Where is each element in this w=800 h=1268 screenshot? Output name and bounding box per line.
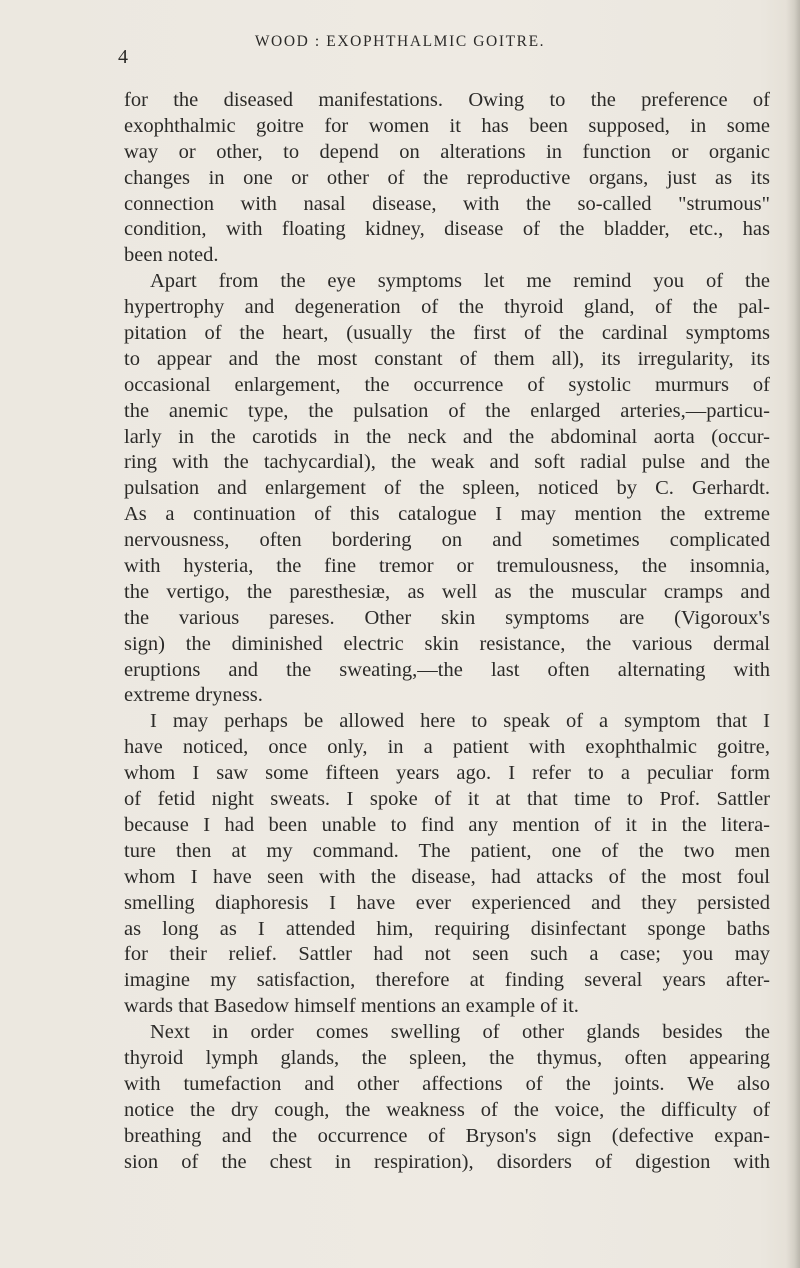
text-line: ture then at my command. The patient, one of the two men xyxy=(124,839,770,862)
text-line: exophthalmic goitre for women it has been supposed, in some xyxy=(124,114,770,137)
text-line: nervousness, often bordering on and sometimes complicated xyxy=(124,529,770,552)
text-line: as long as I attended him, requiring disinfectant sponge baths xyxy=(124,917,770,940)
text-line: condition, with floating kidney, disease of the bladder, etc., has xyxy=(124,218,770,241)
text-line: with hysteria, the fine tremor or tremulousness, the insomnia, xyxy=(124,555,770,578)
text-line: I may perhaps be allowed here to speak of a symptom that I xyxy=(150,710,770,733)
text-line: breathing and the occurrence of Bryson's sign (defective expan- xyxy=(124,1124,770,1147)
text-line: way or other, to depend on alterations in function or organic xyxy=(124,140,770,163)
running-head: WOOD : EXOPHTHALMIC GOITRE. xyxy=(254,33,546,50)
text-line: smelling diaphoresis I have ever experienced and they persisted xyxy=(124,891,770,914)
body-text xyxy=(124,88,770,1175)
text-line: sign) the diminished electric skin resistance, the various dermal xyxy=(124,632,770,655)
text-line: thyroid lymph glands, the spleen, the thymus, often appearing xyxy=(124,1046,770,1069)
text-line: of fetid night sweats. I spoke of it at that time to Prof. Sattler xyxy=(124,788,770,811)
text-line: because I had been unable to find any mention of it in the litera- xyxy=(124,813,770,836)
text-line: the various pareses. Other skin symptoms are (Vigoroux's xyxy=(124,606,770,629)
text-line: As a continuation of this catalogue I may mention the extreme xyxy=(124,503,770,526)
text-line: the anemic type, the pulsation of the enlarged arteries,—particu- xyxy=(124,399,770,422)
text-line: larly in the carotids in the neck and the abdominal aorta (occur- xyxy=(124,425,770,448)
text-line: changes in one or other of the reproductive organs, just as its xyxy=(124,166,770,189)
text-line: pulsation and enlargement of the spleen, noticed by C. Gerhardt. xyxy=(124,477,770,500)
text-line: whom I have seen with the disease, had attacks of the most foul xyxy=(124,865,770,888)
text-line: eruptions and the sweating,—the last often alternating with xyxy=(124,658,770,681)
page-edge-shadow xyxy=(786,0,800,1268)
text-line: connection with nasal disease, with the so-called "strumous" xyxy=(124,192,770,215)
text-line: notice the dry cough, the weakness of the voice, the difficulty of xyxy=(124,1098,770,1121)
page-number: 4 xyxy=(118,46,128,68)
text-line: whom I saw some fifteen years ago. I refer to a peculiar form xyxy=(124,762,770,785)
text-line: to appear and the most constant of them all), its irregularity, its xyxy=(124,347,770,370)
text-line: Apart from the eye symptoms let me remind you of the xyxy=(150,270,770,293)
text-line: been noted. xyxy=(124,244,219,267)
text-line: occasional enlargement, the occurrence of systolic murmurs of xyxy=(124,373,770,396)
text-line: for their relief. Sattler had not seen such a case; you may xyxy=(124,943,770,966)
text-line: wards that Basedow himself mentions an example of it. xyxy=(124,995,579,1018)
text-line: pitation of the heart, (usually the first of the cardinal symptoms xyxy=(124,322,770,345)
text-line: imagine my satisfaction, therefore at finding several years after- xyxy=(124,969,770,992)
text-line: for the diseased manifestations. Owing to the preference of xyxy=(124,89,770,111)
text-line: extreme dryness. xyxy=(124,684,263,707)
text-line: sion of the chest in respiration), disorders of digestion with xyxy=(124,1150,770,1173)
text-line: with tumefaction and other affections of the joints. We also xyxy=(124,1072,770,1095)
text-line: hypertrophy and degeneration of the thyroid gland, of the pal- xyxy=(124,296,770,319)
text-line: have noticed, once only, in a patient with exophthalmic goitre, xyxy=(124,736,770,759)
text-line: Next in order comes swelling of other glands besides the xyxy=(150,1021,770,1044)
text-line: the vertigo, the paresthesiæ, as well as the muscular cramps and xyxy=(124,580,770,603)
text-line: ring with the tachycardial), the weak and soft radial pulse and the xyxy=(124,451,770,474)
